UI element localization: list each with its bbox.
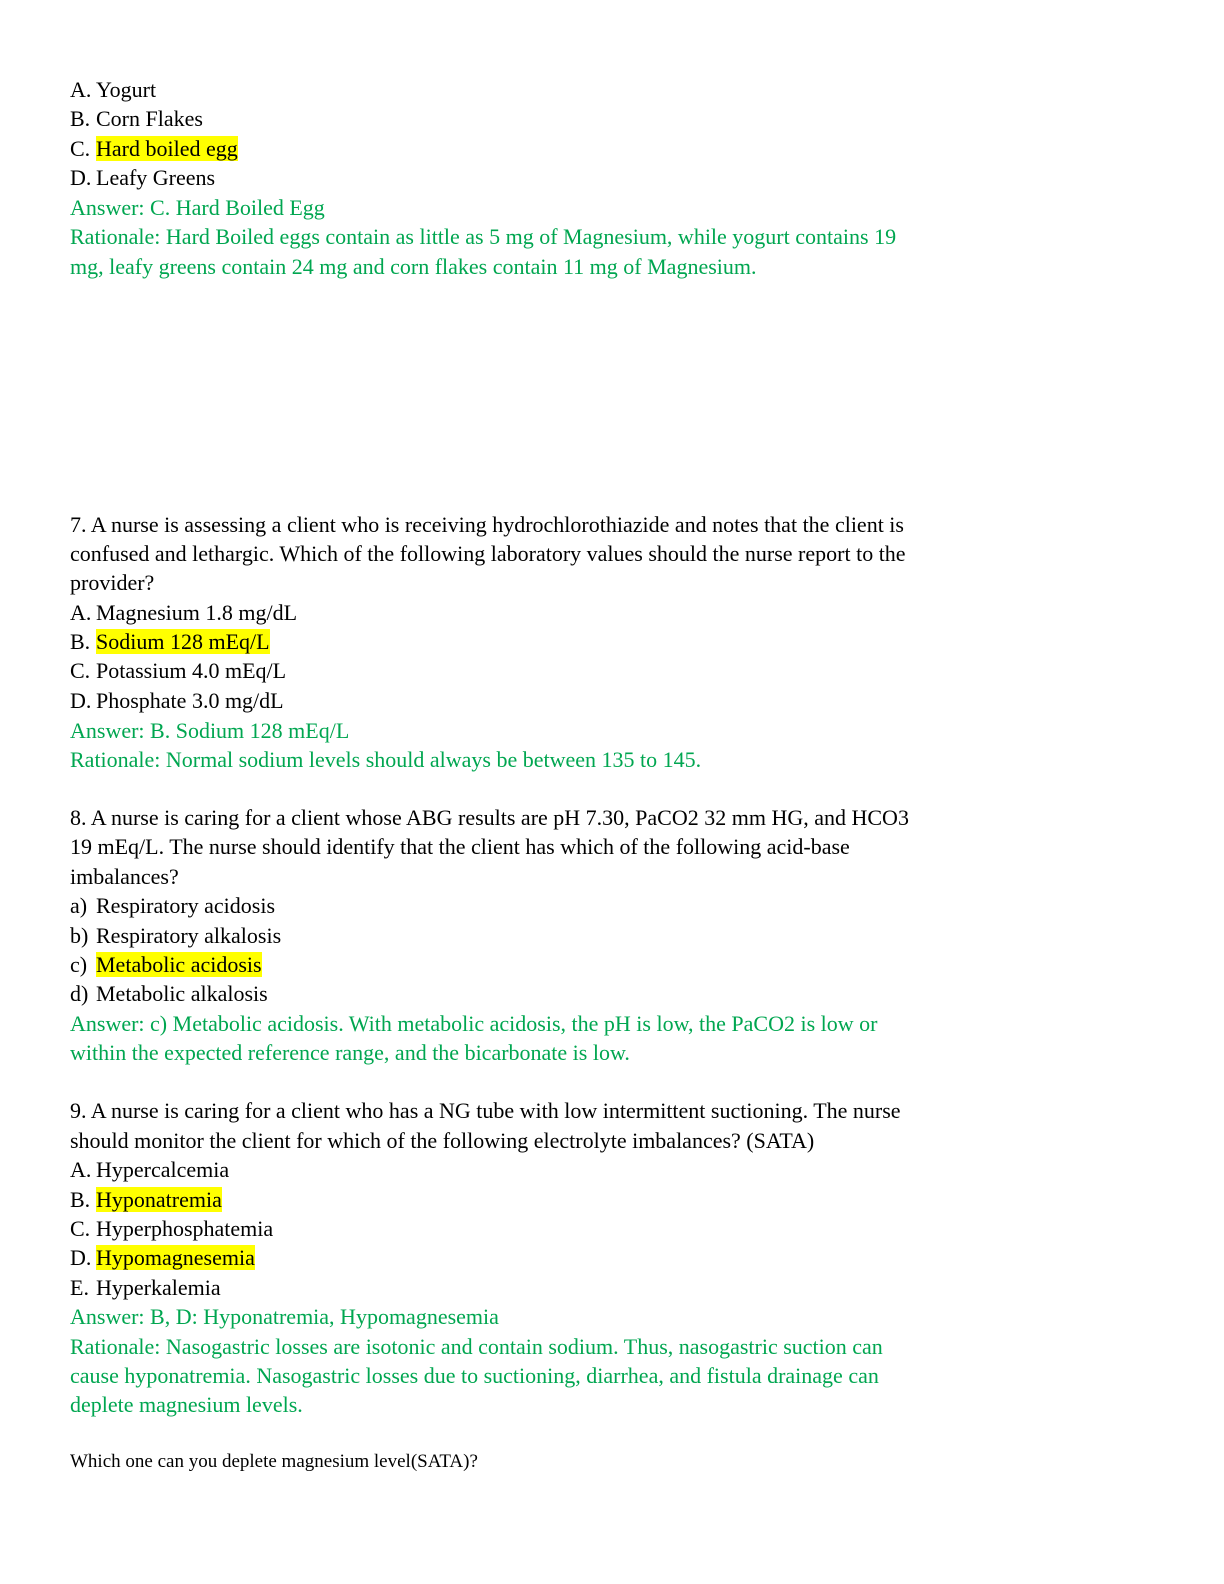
- q9-option-e-text: Hyperkalemia: [96, 1275, 221, 1300]
- q9-rationale-line-3: deplete magnesium levels.: [70, 1392, 303, 1417]
- q8-option-d: d) Metabolic alkalosis: [70, 981, 268, 1006]
- q7-stem-line-3: provider?: [70, 570, 155, 595]
- q9-option-d: D. Hypomagnesemia: [70, 1245, 255, 1270]
- q7-option-b-text-highlighted: Sodium 128 mEq/L: [96, 629, 270, 654]
- q9-stem-line-1: 9. A nurse is caring for a client who has a NG tube with low intermittent suctioning. The nurse: [70, 1098, 901, 1123]
- q6-rationale-line-1: Rationale: Hard Boiled eggs contain as little as 5 mg of Magnesium, while yogurt contains 19: [70, 224, 897, 249]
- q7-rationale: Rationale: Normal sodium levels should always be between 135 to 145.: [70, 747, 702, 772]
- q9-option-b: B. Hyponatremia: [70, 1187, 222, 1212]
- q9-rationale-line-1: Rationale: Nasogastric losses are isotonic and contain sodium. Thus, nasogastric suction can: [70, 1334, 883, 1359]
- q7-answer: Answer: B. Sodium 128 mEq/L: [70, 718, 350, 743]
- q7-option-a: A. Magnesium 1.8 mg/dL: [70, 600, 298, 625]
- q6-option-b: B. Corn Flakes: [70, 106, 203, 131]
- q8-option-b: b) Respiratory alkalosis: [70, 923, 282, 948]
- q6-option-c-text-highlighted: Hard boiled egg: [96, 136, 238, 161]
- q9-option-c: C. Hyperphosphatemia: [70, 1216, 274, 1241]
- q8-option-b-text: Respiratory alkalosis: [96, 923, 282, 948]
- q6-option-a: A. Yogurt: [70, 77, 157, 102]
- q8-option-d-text: Metabolic alkalosis: [96, 981, 268, 1006]
- q6-option-b-text: Corn Flakes: [96, 106, 203, 131]
- q8-stem-line-1: 8. A nurse is caring for a client whose ABG results are pH 7.30, PaCO2 32 mm HG, and HCO3: [70, 805, 909, 830]
- q8-stem-line-3: imbalances?: [70, 864, 179, 889]
- q8-answer-line-2: within the expected reference range, and the bicarbonate is low.: [70, 1040, 630, 1065]
- q9-option-a-text: Hypercalcemia: [96, 1157, 230, 1182]
- q9-answer: Answer: B, D: Hyponatremia, Hypomagnesemia: [70, 1304, 499, 1329]
- q7-stem-line-1: 7. A nurse is assessing a client who is receiving hydrochlorothiazide and notes that the client is: [70, 512, 904, 537]
- q6-option-d-text: Leafy Greens: [96, 165, 216, 190]
- q7-option-a-text: Magnesium 1.8 mg/dL: [96, 600, 298, 625]
- q6-rationale-line-2: mg, leafy greens contain 24 mg and corn flakes contain 11 mg of Magnesium.: [70, 254, 757, 279]
- q9-option-c-text: Hyperphosphatemia: [96, 1216, 274, 1241]
- q9-option-a: A. Hypercalcemia: [70, 1157, 230, 1182]
- q7-option-d: D. Phosphate 3.0 mg/dL: [70, 688, 284, 713]
- q8-option-a-text: Respiratory acidosis: [96, 893, 276, 918]
- q7-stem-line-2: confused and lethargic. Which of the following laboratory values should the nurse report to the: [70, 541, 906, 566]
- q9-option-d-text-highlighted: Hypomagnesemia: [96, 1245, 255, 1270]
- q6-option-a-text: Yogurt: [96, 77, 157, 102]
- q6-answer: Answer: C. Hard Boiled Egg: [70, 195, 325, 220]
- q9-rationale-line-2: cause hyponatremia. Nasogastric losses due to suctioning, diarrhea, and fistula drainage can: [70, 1363, 879, 1388]
- q8-stem-line-2: 19 mEq/L. The nurse should identify that the client has which of the following acid-base: [70, 834, 850, 859]
- q6-option-d: D. Leafy Greens: [70, 165, 216, 190]
- q7-option-d-text: Phosphate 3.0 mg/dL: [96, 688, 284, 713]
- q9-stem-line-2: should monitor the client for which of the following electrolyte imbalances? (SATA): [70, 1128, 815, 1153]
- q9-option-b-text-highlighted: Hyponatremia: [96, 1187, 222, 1212]
- q7-option-b: B. Sodium 128 mEq/L: [70, 629, 270, 654]
- q7-option-c-text: Potassium 4.0 mEq/L: [96, 658, 287, 683]
- q8-option-c-text-highlighted: Metabolic acidosis: [96, 952, 262, 977]
- q8-option-a: a) Respiratory acidosis: [70, 893, 276, 918]
- q6-option-c: C. Hard boiled egg: [70, 136, 238, 161]
- final-question: Which one can you deplete magnesium level(SATA)?: [70, 1451, 478, 1472]
- q8-option-c: c) Metabolic acidosis: [70, 952, 262, 977]
- q9-option-e: E. Hyperkalemia: [70, 1275, 221, 1300]
- q7-option-c: C. Potassium 4.0 mEq/L: [70, 658, 287, 683]
- q8-answer-line-1: Answer: c) Metabolic acidosis. With metabolic acidosis, the pH is low, the PaCO2 is low or: [70, 1011, 878, 1036]
